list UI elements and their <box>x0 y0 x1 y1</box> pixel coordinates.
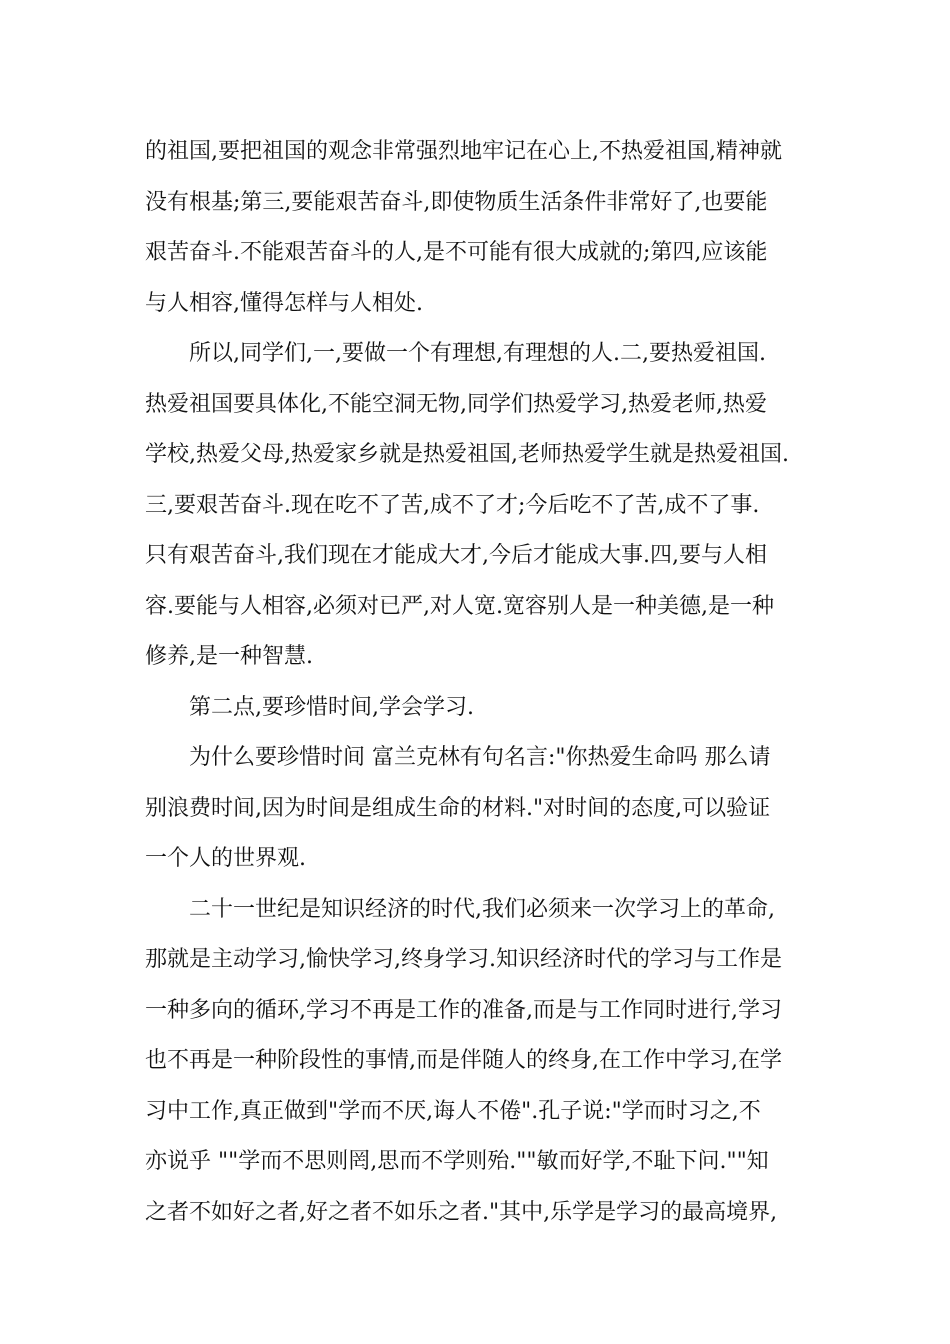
text-line: 第二点,要珍惜时间,学会学习. <box>189 694 474 720</box>
paragraph <box>145 329 815 683</box>
text-line: 没有根基;第三,要能艰苦奋斗,即使物质生活条件非常好了,也要能 <box>145 189 768 215</box>
text-line: 别浪费时间,因为时间是组成生命的材料."对时间的态度,可以验证 <box>145 795 771 821</box>
text-line: 学校,热爱父母,热爱家乡就是热爱祖国,老师热爱学生就是热爱祖国. <box>145 442 789 467</box>
document-body <box>145 127 815 1238</box>
text-line: 一个人的世界观. <box>145 846 306 871</box>
text-line: 之者不如好之者,好之者不如乐之者."其中,乐学是学习的最高境界, <box>145 1199 778 1225</box>
text-line: 为什么要珍惜时间 富兰克林有句名言:"你热爱生命吗 那么请 <box>189 745 771 770</box>
text-line: 与人相容,懂得怎样与人相处. <box>145 290 423 316</box>
text-line: 也不再是一种阶段性的事情,而是伴随人的终身,在工作中学习,在学 <box>145 1048 782 1073</box>
text-line: 习中工作,真正做到"学而不厌,诲人不倦".孔子说:"学而时习之,不 <box>145 1098 761 1124</box>
text-line: 艰苦奋斗.不能艰苦奋斗的人,是不可能有很大成就的;第四,应该能 <box>145 240 768 265</box>
text-line: 二十一世纪是知识经济的时代,我们必须来一次学习上的革命, <box>189 896 775 922</box>
text-line: 热爱祖国要具体化,不能空洞无物,同学们热爱学习,热爱老师,热爱 <box>145 391 767 417</box>
paragraph <box>145 885 815 1239</box>
section-heading <box>145 683 815 734</box>
text-line: 修养,是一种智慧. <box>145 644 313 669</box>
paragraph <box>145 127 815 329</box>
text-line: 一种多向的循环,学习不再是工作的准备,而是与工作同时进行,学习 <box>145 997 782 1023</box>
text-line: 只有艰苦奋斗,我们现在才能成大才,今后才能成大事.四,要与人相 <box>145 543 767 568</box>
paragraph <box>145 733 815 885</box>
text-line: 那就是主动学习,愉快学习,终身学习.知识经济时代的学习与工作是 <box>145 947 782 972</box>
text-line: 亦说乎 ""学而不思则罔,思而不学则殆.""敏而好学,不耻下问.""知 <box>145 1149 769 1174</box>
text-line: 的祖国,要把祖国的观念非常强烈地牢记在心上,不热爱祖国,精神就 <box>145 139 782 164</box>
text-line: 三,要艰苦奋斗.现在吃不了苦,成不了才;今后吃不了苦,成不了事. <box>145 492 760 518</box>
text-line: 所以,同学们,一,要做一个有理想,有理想的人.二,要热爱祖国. <box>189 341 766 366</box>
text-line: 容.要能与人相容,必须对已严,对人宽.宽容别人是一种美德,是一种 <box>145 593 774 619</box>
